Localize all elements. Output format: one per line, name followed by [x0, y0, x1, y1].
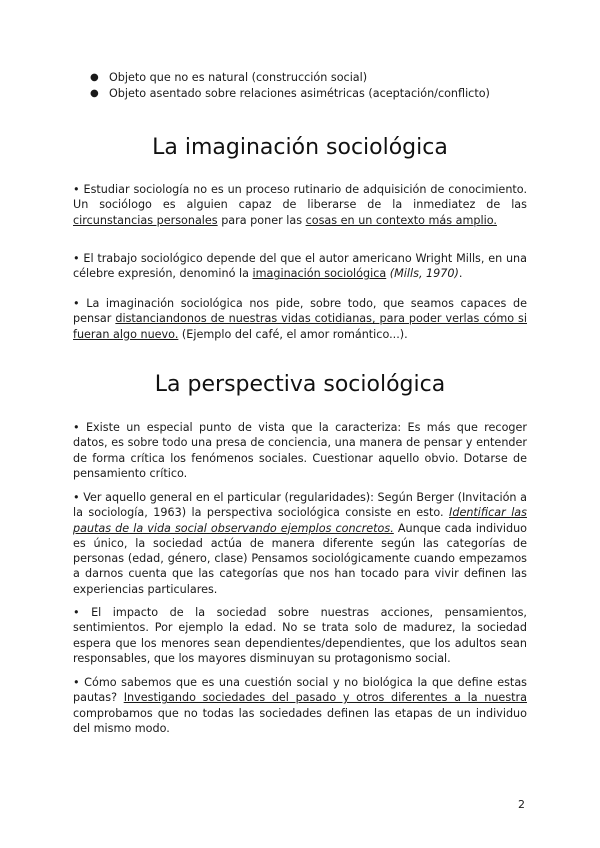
paragraph: • Existe un especial punto de vista que la caracteriza: Es más que recoger datos, es sobre todo una presa de conciencia, una manera de pensar y entender de forma crítica los fenómenos sociales. Cuestionar aquello obvio. Dotarse de pensamiento crítico. [73, 421, 527, 480]
list-item: ● Objeto asentado sobre relaciones asimétricas (aceptación/conflicto) [90, 87, 490, 100]
bullet-list [90, 70, 530, 102]
bullet-icon: ● [90, 88, 99, 99]
bullet-icon: ● [90, 72, 99, 83]
paragraph: • El impacto de la sociedad sobre nuestras acciones, pensamientos, sentimientos. Por ejemplo la edad. No se trata solo de madurez, la sociedad espera que los menores sean dependientes/dependientes, que los adultos sean responsables, que los mayores disminuyan su protagonismo social. [73, 606, 527, 665]
paragraph: • Ver aquello general en el particular (regularidades): Según Berger (Invitación a la sociología, 1963) la perspectiva sociológica consiste en esto. Identificar las pautas de la vida social observando ejemplos concretos. Aunque cada individuo es único, la sociedad actúa de manera diferente según las categorías de personas (edad, género, clase) Pensamos sociológicamente cuando empezamos a darnos cuenta que las categorías que nos han tocado para vivir definen las experiencias particulares. [73, 491, 528, 596]
list-item: ● Objeto que no es natural (construcción social) [90, 71, 368, 84]
paragraph: • La imaginación sociológica nos pide, sobre todo, que seamos capaces de pensar distanciandonos de nuestras vidas cotidianas, para poder verlas cómo si fueran algo nuevo. (Ejemplo del café, el amor romántico...). [73, 297, 527, 341]
paragraph: • Cómo sabemos que es una cuestión social y no biológica la que define estas pautas? Investigando sociedades del pasado y otros diferentes a la nuestra comprobamos que no todas las sociedades definen las etapas de un individuo del mismo modo. [73, 676, 527, 735]
paragraph: • Estudiar sociología no es un proceso rutinario de adquisición de conocimiento. Un sociólogo es alguien capaz de liberarse de la inmediatez de las circunstancias personales para poner las cosas en un contexto más amplio. [73, 183, 527, 227]
section-title-perspectiva: La perspectiva sociológica [154, 372, 446, 397]
paragraph: • El trabajo sociológico depende del que el autor americano Wright Mills, en una célebre expresión, denominó la imaginación sociológica (Mills, 1970). [73, 252, 527, 281]
page-number: 2 [518, 798, 525, 811]
section-title-imaginacion: La imaginación sociológica [152, 135, 448, 160]
